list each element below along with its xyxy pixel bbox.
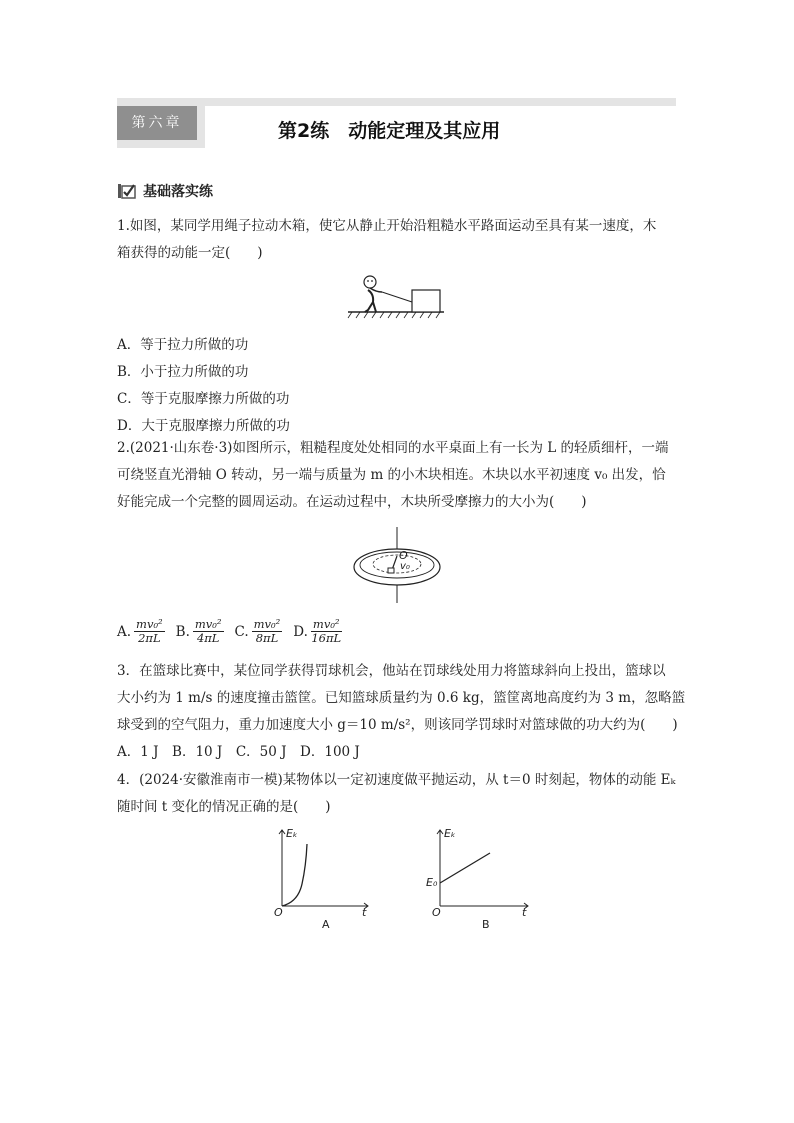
q1-text-line1: 1.如图，某同学用绳子拉动木箱，使它从静止开始沿粗糙水平路面运动至具有某一速度，木	[117, 218, 657, 234]
q2-option-c-numerator: mv₀²	[253, 617, 281, 631]
q2-option-c-fraction	[252, 618, 283, 645]
q2-option-a-denominator: 2πL	[138, 631, 161, 645]
fig-label-v0: v₀	[400, 561, 410, 572]
q2-option-d-letter: D.	[293, 623, 308, 640]
q1-option-c: C．等于克服摩擦力所做的功	[117, 391, 290, 407]
q2-option-b-denominator: 4πL	[196, 631, 220, 645]
graph-a-caption: A	[322, 918, 330, 931]
q4-text-line2: 随时间 t 变化的情况正确的是( )	[117, 799, 331, 815]
fig-label-o: O	[399, 549, 408, 562]
graph-b-origin: O	[432, 906, 441, 919]
q2-option-b-fraction	[193, 618, 224, 645]
q3-options: A．1 J B．10 J C．50 J D．100 J	[117, 744, 360, 760]
q1-option-a: A．等于拉力所做的功	[117, 337, 249, 353]
q2-option-b-numerator: mv₀²	[194, 617, 222, 631]
q2-text-line1: 2.(2021·山东卷·3)如图所示，粗糙程度处处相同的水平桌面上有一长为 L 的轻质细杆，一端	[117, 440, 669, 456]
graph-b-caption: B	[482, 918, 490, 931]
graph-a-origin: O	[274, 906, 283, 919]
graph-b-ylabel: Eₖ	[444, 827, 456, 840]
q4-graph-b	[426, 826, 534, 931]
q2-option-b-letter: B.	[175, 623, 190, 640]
q4-text-line1: 4．(2024·安徽淮南市一模)某物体以一定初速度做平抛运动，从 t＝0 时刻起，物体的动能 Eₖ	[117, 772, 676, 788]
q1-text-line2: 箱获得的动能一定( )	[117, 245, 263, 261]
q4-graph-a	[272, 826, 372, 931]
q2-option-a-numerator: mv₀²	[136, 617, 163, 631]
graph-b-xlabel: t	[522, 906, 527, 919]
q2-option-c-letter: C.	[234, 623, 249, 640]
q1-option-d: D．大于克服摩擦力所做的功	[117, 418, 290, 434]
q3-text-line3: 球受到的空气阻力，重力加速度大小 g＝10 m/s²，则该同学罚球时对篮球做的功大约为( )	[117, 717, 678, 733]
chapter-label: 第六章	[117, 106, 197, 140]
section-heading	[117, 181, 213, 201]
q1-option-b: B．小于拉力所做的功	[117, 364, 249, 380]
q2-option-c-denominator: 8πL	[255, 631, 279, 645]
q2-text-line2: 可绕竖直光滑轴 O 转动，另一端与质量为 m 的小木块相连。木块以水平初速度 v₀ 出发，恰	[117, 467, 666, 483]
q2-option-a-fraction	[134, 618, 165, 645]
q2-option-d-fraction	[311, 618, 342, 645]
q2-option-a-letter: A.	[117, 623, 132, 640]
page-title: 第2练 动能定理及其应用	[278, 120, 501, 142]
checklist-icon	[117, 183, 137, 199]
graph-a-xlabel: t	[362, 906, 367, 919]
section-title: 基础落实练	[143, 184, 213, 200]
q2-options	[117, 618, 345, 645]
q2-text-line3: 好能完成一个完整的圆周运动。在运动过程中，木块所受摩擦力的大小为( )	[117, 494, 587, 510]
graph-b-e0: E₀	[426, 876, 438, 889]
graph-a-ylabel: Eₖ	[286, 827, 298, 840]
q3-text-line1: 3．在篮球比赛中，某位同学获得罚球机会，他站在罚球线处用力将篮球斜向上投出，篮球以	[117, 663, 666, 679]
q1-figure-pulling-box	[346, 272, 446, 320]
q2-figure-disc	[350, 525, 446, 605]
q2-option-d-denominator: 16πL	[311, 631, 342, 645]
q3-text-line2: 大小约为 1 m/s 的速度撞击篮筐。已知篮球质量约为 0.6 kg，篮筐离地高度约为 3 m，忽略篮	[117, 690, 686, 706]
q2-option-d-numerator: mv₀²	[312, 617, 340, 631]
